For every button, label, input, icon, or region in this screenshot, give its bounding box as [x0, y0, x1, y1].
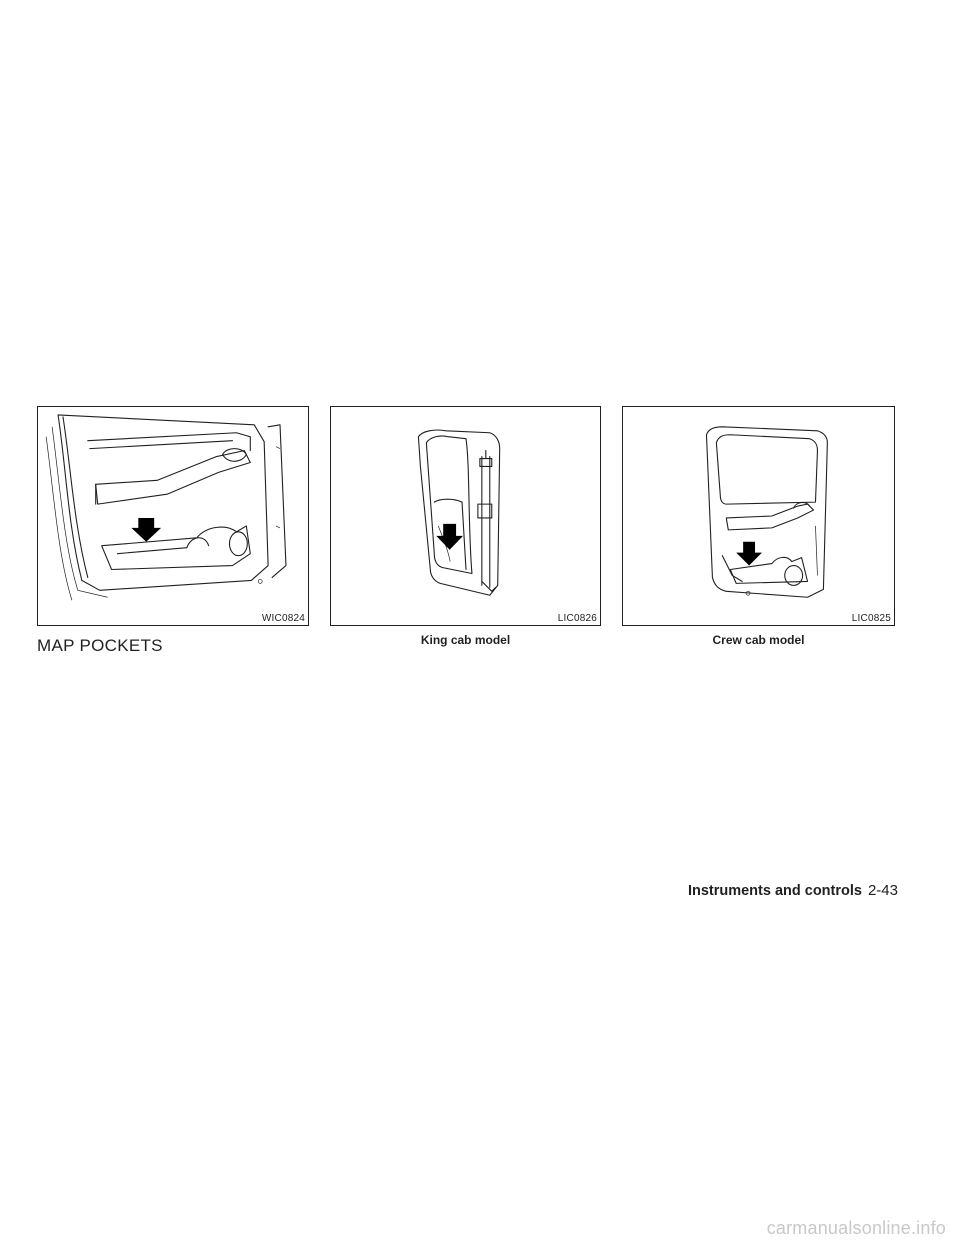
crew-cab-figure — [622, 406, 895, 626]
king-cab-figure — [330, 406, 601, 626]
section-title: MAP POCKETS — [37, 636, 163, 655]
page-number: 2-43 — [867, 882, 898, 899]
page-footer — [688, 882, 898, 899]
figure-caption: King cab model — [420, 633, 511, 647]
down-arrow-icon — [623, 407, 894, 625]
figure-code: LIC0826 — [557, 613, 597, 624]
watermark: carmanualsonline.info — [766, 1218, 946, 1238]
figure-caption: Crew cab model — [712, 633, 805, 647]
footer-section-name: Instruments and controls — [687, 883, 862, 899]
down-arrow-icon — [38, 407, 308, 625]
figure-code: WIC0824 — [261, 613, 305, 624]
figure-code: LIC0825 — [851, 613, 891, 624]
down-arrow-icon — [331, 407, 600, 625]
front-door-figure — [37, 406, 309, 626]
